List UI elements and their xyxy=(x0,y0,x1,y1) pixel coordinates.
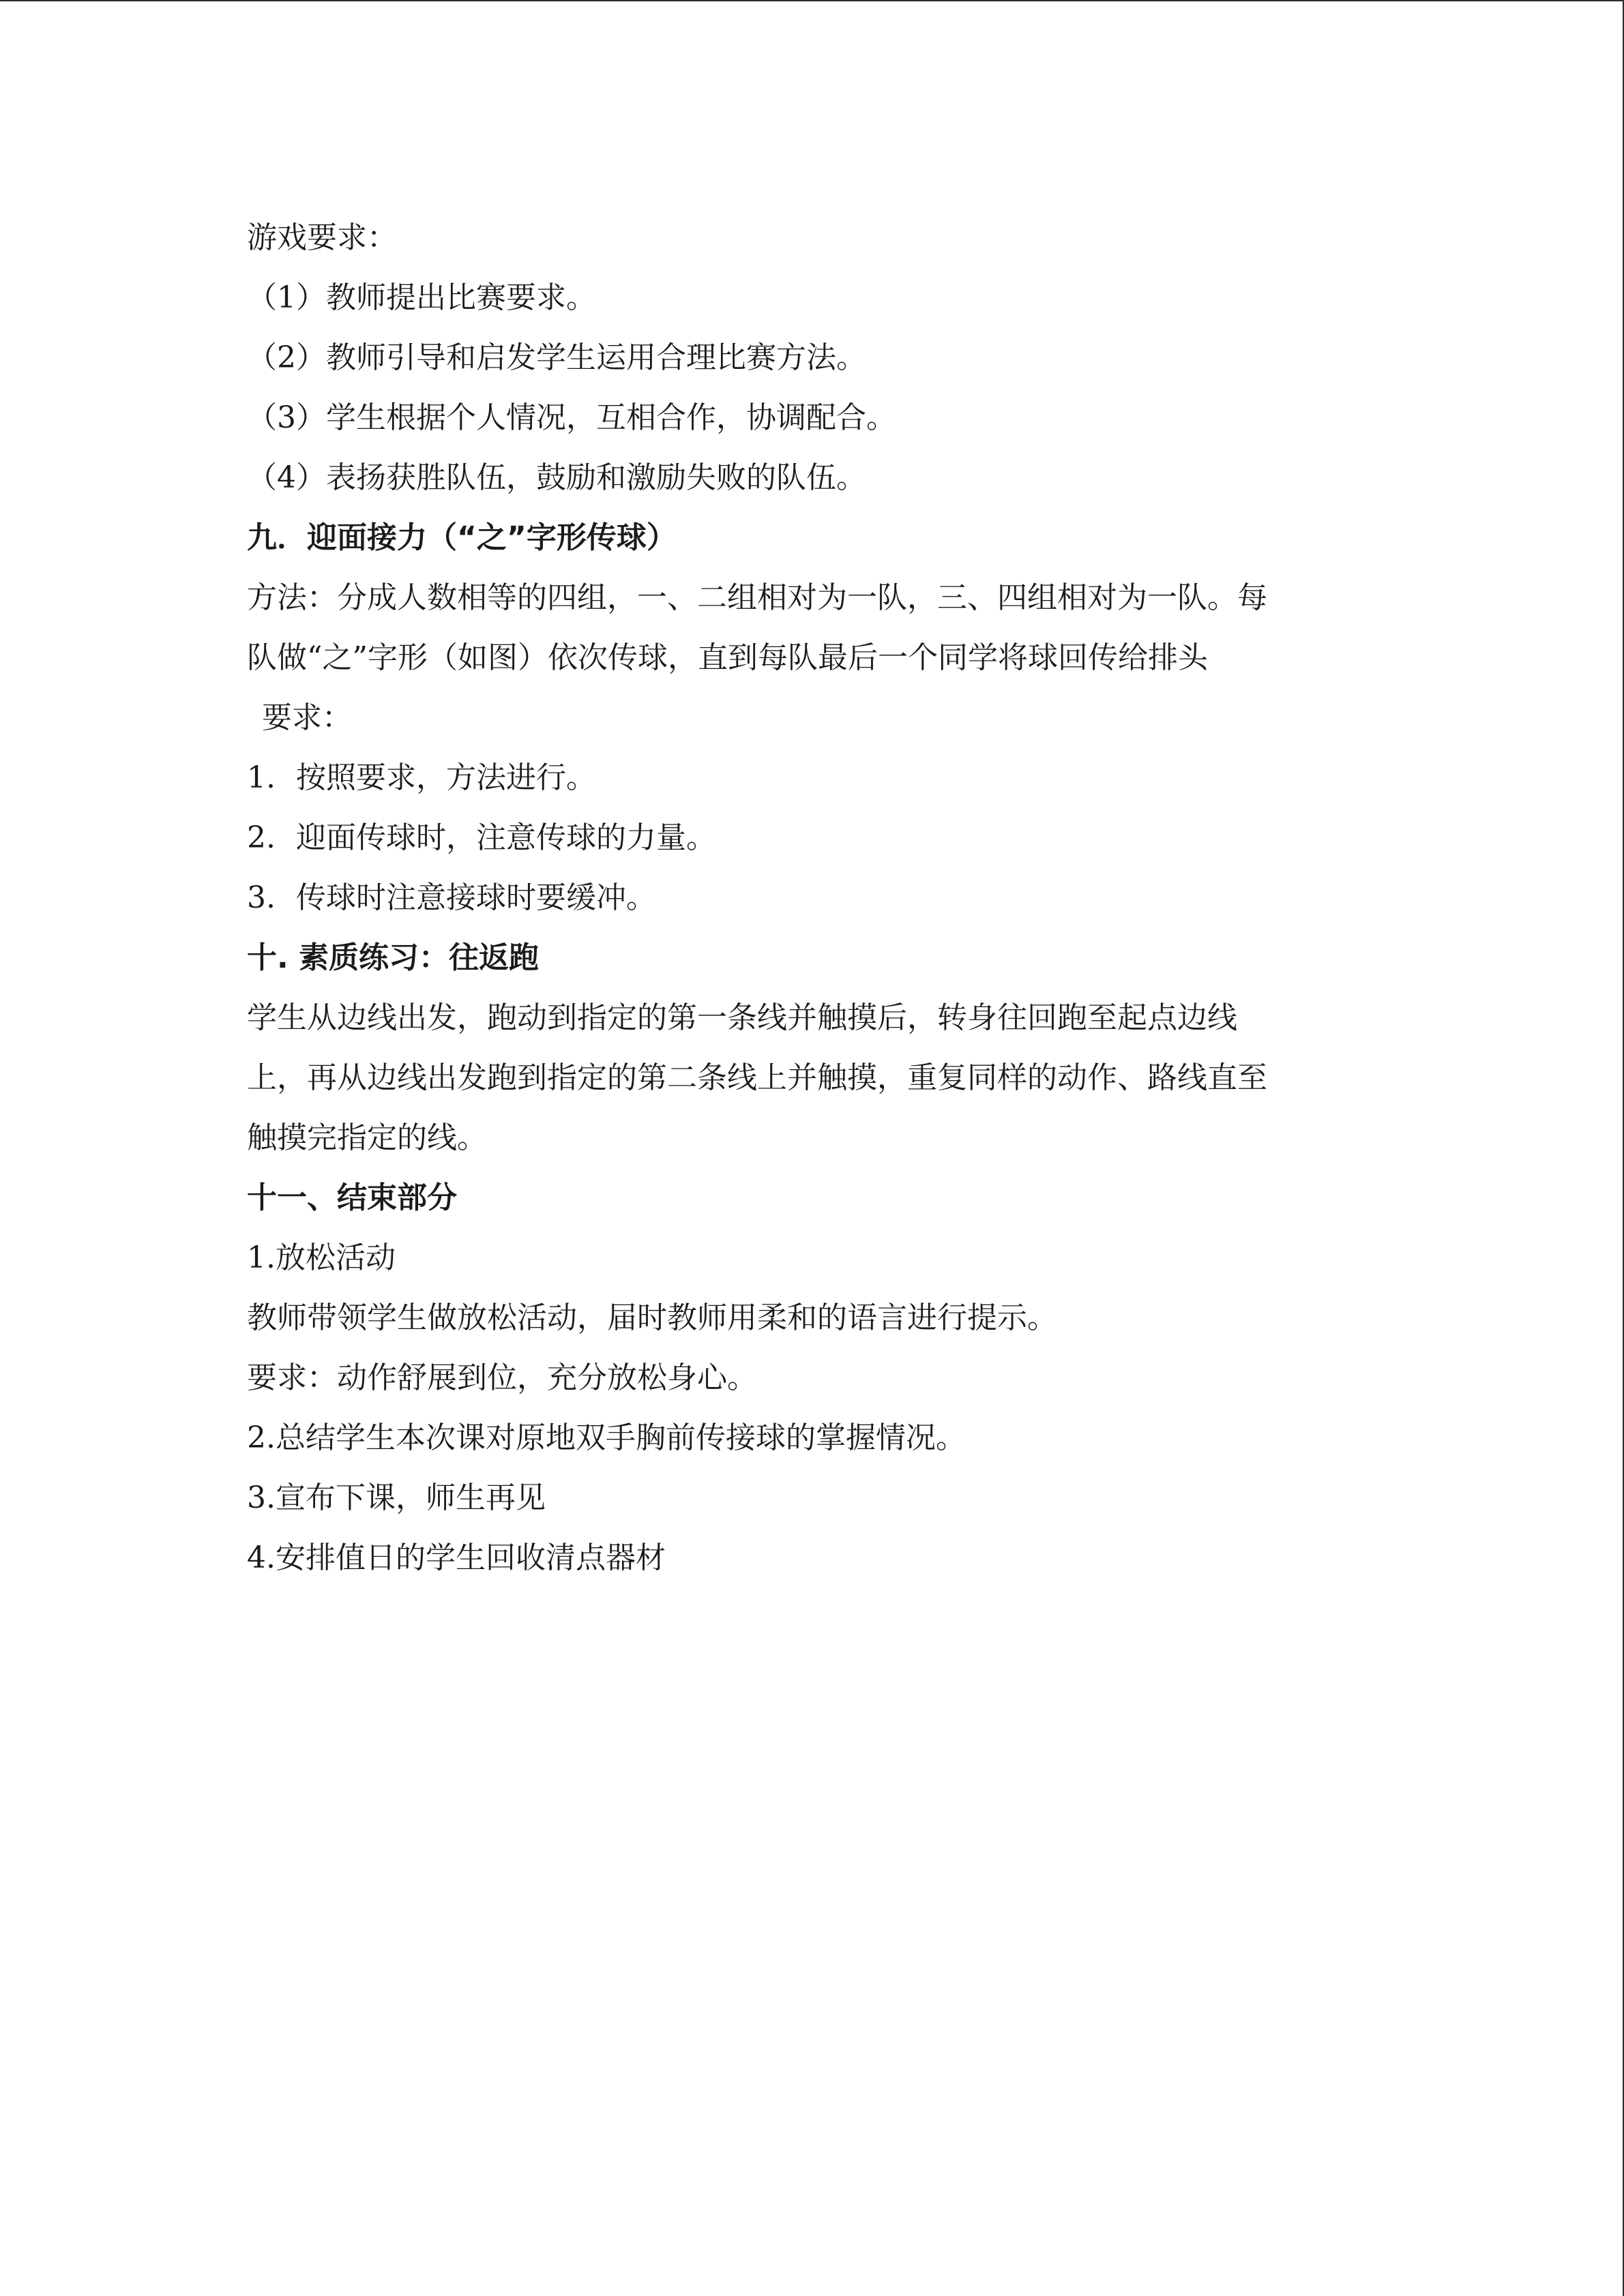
numbered-item xyxy=(247,808,1379,868)
section-heading-ending: 十一、结束部分 xyxy=(247,1180,457,1215)
paragraph-line: 3.宣布下课，师生再见 xyxy=(247,1480,546,1515)
item-text: 按照要求，方法进行。 xyxy=(296,760,596,795)
paragraph-line: 4.安排值日的学生回收清点器材 xyxy=(247,1540,666,1575)
numbered-item xyxy=(247,868,1379,928)
paragraph-line: 要求：动作舒展到位，充分放松身心。 xyxy=(247,1360,757,1395)
list-item: （2）教师引导和启发学生运用合理比赛方法。 xyxy=(247,340,866,375)
item-number: 2. xyxy=(247,820,276,855)
list-item: （3）学生根据个人情况，互相合作，协调配合。 xyxy=(247,400,896,435)
text-line-game-requirements: 游戏要求： xyxy=(247,220,397,255)
item-text: 传球时注意接球时要缓冲。 xyxy=(296,880,656,915)
list-item: （1）教师提出比赛要求。 xyxy=(247,280,596,315)
item-number: 3. xyxy=(247,880,276,915)
paragraph-line: 队做“之”字形（如图）依次传球，直到每队最后一个同学将球回传给排头 xyxy=(247,640,1208,675)
paragraph-line: 1.放松活动 xyxy=(247,1240,396,1275)
paragraph-line: 教师带领学生做放松活动，届时教师用柔和的语言进行提示。 xyxy=(247,1300,1057,1335)
paragraph-line: 2.总结学生本次课对原地双手胸前传接球的掌握情况。 xyxy=(247,1420,966,1455)
numbered-item xyxy=(247,748,1379,808)
paragraph-line: 上，再从边线出发跑到指定的第二条线上并触摸，重复同样的动作、路线直至 xyxy=(247,1060,1267,1095)
paragraph-line: 触摸完指定的线。 xyxy=(247,1120,487,1155)
section-heading-shuttle-run: 十. 素质练习：往返跑 xyxy=(247,940,540,975)
document-body xyxy=(247,208,1379,1588)
paragraph-line: 方法：分成人数相等的四组，一、二组相对为一队，三、四组相对为一队。每 xyxy=(247,580,1267,615)
paragraph-line: 学生从边线出发，跑动到指定的第一条线并触摸后，转身往回跑至起点边线 xyxy=(247,1000,1237,1035)
item-text: 迎面传球时，注意传球的力量。 xyxy=(296,820,716,855)
list-item: （4）表扬获胜队伍，鼓励和激励失败的队伍。 xyxy=(247,460,866,495)
item-number: 1. xyxy=(247,760,276,795)
text-line-requirements: 要求： xyxy=(262,700,352,735)
section-heading-relay: 九．迎面接力（“之”字形传球） xyxy=(247,520,677,555)
